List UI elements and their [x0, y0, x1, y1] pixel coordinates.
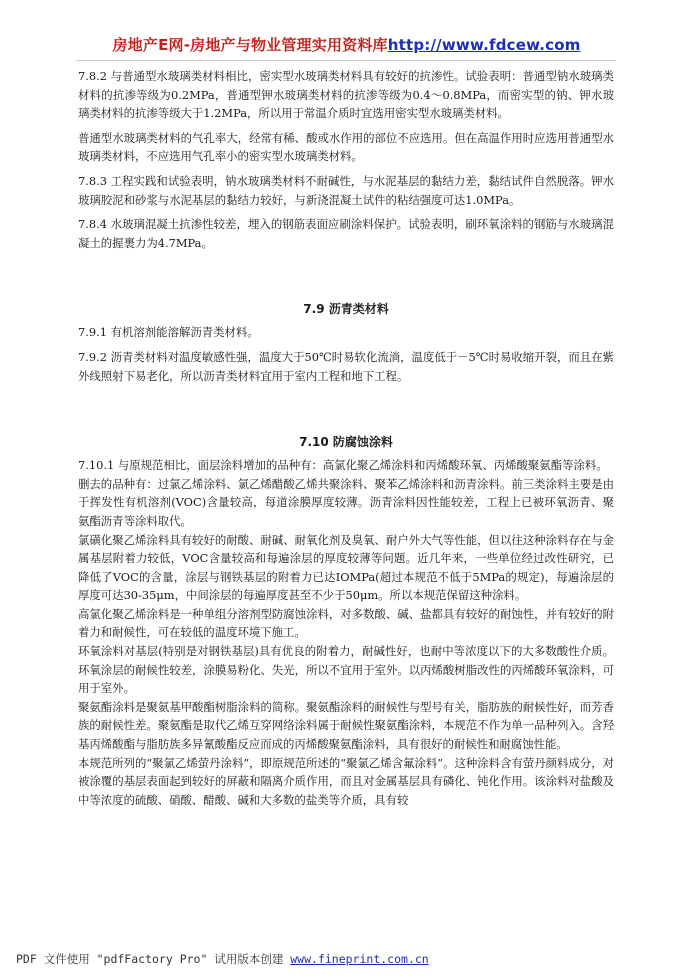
- site-url-link[interactable]: http://www.fdcew.com: [387, 36, 581, 54]
- paragraph-7-10-1: 7.10.1 与原规范相比，面层涂料增加的品种有：高氯化聚乙烯涂料和丙烯酸环氧、丙烯酸聚氨酯等涂料。: [78, 458, 608, 473]
- paragraph-deleted-types: 删去的品种有：过氯乙烯涂料、氯乙烯醋酸乙烯共聚涂料、聚苯乙烯涂料和沥青涂料。前三类涂料主要是由于挥发性有机溶剂(VOC)含量较高，每道涂膜厚度较薄。沥青涂料因性能较差，工程上已被环氧沥青、聚氨酯沥青等涂料取代。: [78, 476, 614, 528]
- paragraph-pvc-fluorescent: 本规范所列的“聚氯乙烯萤丹涂料”，即原规范所述的“聚氯乙烯含氟涂料”。这种涂料含有萤丹颜料成分，对被涂覆的基层表面起到较好的屏蔽和隔离介质作用，而且对金属基层具有磷化、钝化作用。该涂料对盐酸及中等浓度的硫酸、硝酸、醋酸、碱和大多数的盐类等介质，具有较: [78, 755, 614, 807]
- paragraph-7-8-3: 7.8.3 工程实践和试验表明，钠水玻璃类材料不耐碱性，与水泥基层的黏结力差，黏结试件自然脱落。钾水玻璃胶泥和砂浆与水泥基层的黏结力较好，与新浇混凝土试件的粘结强度可达1.0MPa。: [78, 173, 614, 207]
- section-spacer: [78, 258, 614, 300]
- paragraph-7-8-2: 7.8.2 与普通型水玻璃类材料相比，密实型水玻璃类材料具有较好的抗渗性。试验表明：普通型钠水玻璃类材料的抗渗等级为0.2MPa，普通型钾水玻璃类材料的抗渗等级为0.4～0.8MPa，而密实型的钠、钾水玻璃类材料的抗渗等级大于1.2MPa，所以用于常温介质时宜选用密实型水玻璃类材料。: [78, 69, 614, 121]
- section-spacer: [78, 391, 614, 433]
- paragraph-7-8-2-cont: 普通型水玻璃类材料的气孔率大，经常有稀、酸或水作用的部位不应选用。但在高温作用时应选用普通型水玻璃类材料，不应选用气孔率小的密实型水玻璃类材料。: [78, 130, 614, 164]
- section-heading-7-10: 7.10 防腐蚀涂料: [299, 435, 393, 450]
- site-header: [0, 34, 693, 55]
- document-body: [78, 67, 614, 809]
- paragraph-polyurethane: 聚氨酯涂料是聚氨基甲酸酯树脂涂料的简称。聚氨酯涂料的耐候性与型号有关，脂肪族的耐候性好，而芳香族的耐候性差。聚氨酯是取代乙烯互穿网络涂料属于耐候性聚氨酯涂料，本规范不作为单一品种列入。含羟基丙烯酸酯与脂肪族多异氰酸酯反应而成的丙烯酸聚氨酯涂料，具有很好的耐候性和耐腐蚀性能。: [78, 699, 614, 752]
- paragraph-epoxy: 环氧涂料对基层(特别是对钢铁基层)具有优良的附着力，耐碱性好，也耐中等浓度以下的大多数酸性介质。环氧涂层的耐候性较差，涂膜易粉化、失光，所以不宜用于室外。以丙烯酸树脂改性的丙烯酸环氧涂料，可用于室外。: [78, 644, 614, 696]
- paragraph-high-chlorinated-pe: 高氯化聚乙烯涂料是一种单组分溶剂型防腐蚀涂料，对多数酸、碱、盐都具有较好的耐蚀性，并有较好的附着力和耐候性，可在较低的温度环境下施工。: [78, 606, 614, 640]
- pdf-footer: [16, 951, 676, 967]
- site-title: 房地产E网-房地产与物业管理实用资料库: [112, 36, 388, 54]
- section-heading-7-9: 7.9 沥青类材料: [303, 302, 389, 317]
- paragraph-7-9-1: 7.9.1 有机溶剂能溶解沥青类材料。: [78, 325, 259, 340]
- paragraph-7-8-4: 7.8.4 水玻璃混凝土抗渗性较差，埋入的钢筋表面应刷涂料保护。试验表明，刷环氧涂料的钢筋与水玻璃混凝土的握裹力为4.7MPa。: [78, 217, 614, 250]
- paragraph-7-9-2: 7.9.2 沥青类材料对温度敏感性强，温度大于50℃时易软化流淌，温度低于－5℃时易收缩开裂，而且在紫外线照射下易老化，所以沥青类材料宜用于室内工程和地下工程。: [78, 349, 614, 383]
- footer-text: PDF 文件使用 "pdfFactory Pro" 试用版本创建: [16, 952, 291, 966]
- paragraph-chlorosulfonated-pe: 氯磺化聚乙烯涂料具有较好的耐酸、耐碱、耐氧化剂及臭氧、耐户外大气等性能，但以往这种涂料存在与金属基层附着力较低，VOC含量较高和每遍涂层的厚度较薄等问题。近几年来，一些单位经过改性研究，已降低了VOC的含量，涂层与钢铁基层的附着力已达IOMPa(超过本规范不低于5MPa的规定)，每遍涂层的厚度可达30-35μm，中间涂层的每遍厚度甚至不少于50μm。所以本规范保留这种涂料。: [78, 532, 614, 603]
- header-divider: [76, 60, 616, 61]
- footer-link[interactable]: www.fineprint.com.cn: [290, 952, 429, 966]
